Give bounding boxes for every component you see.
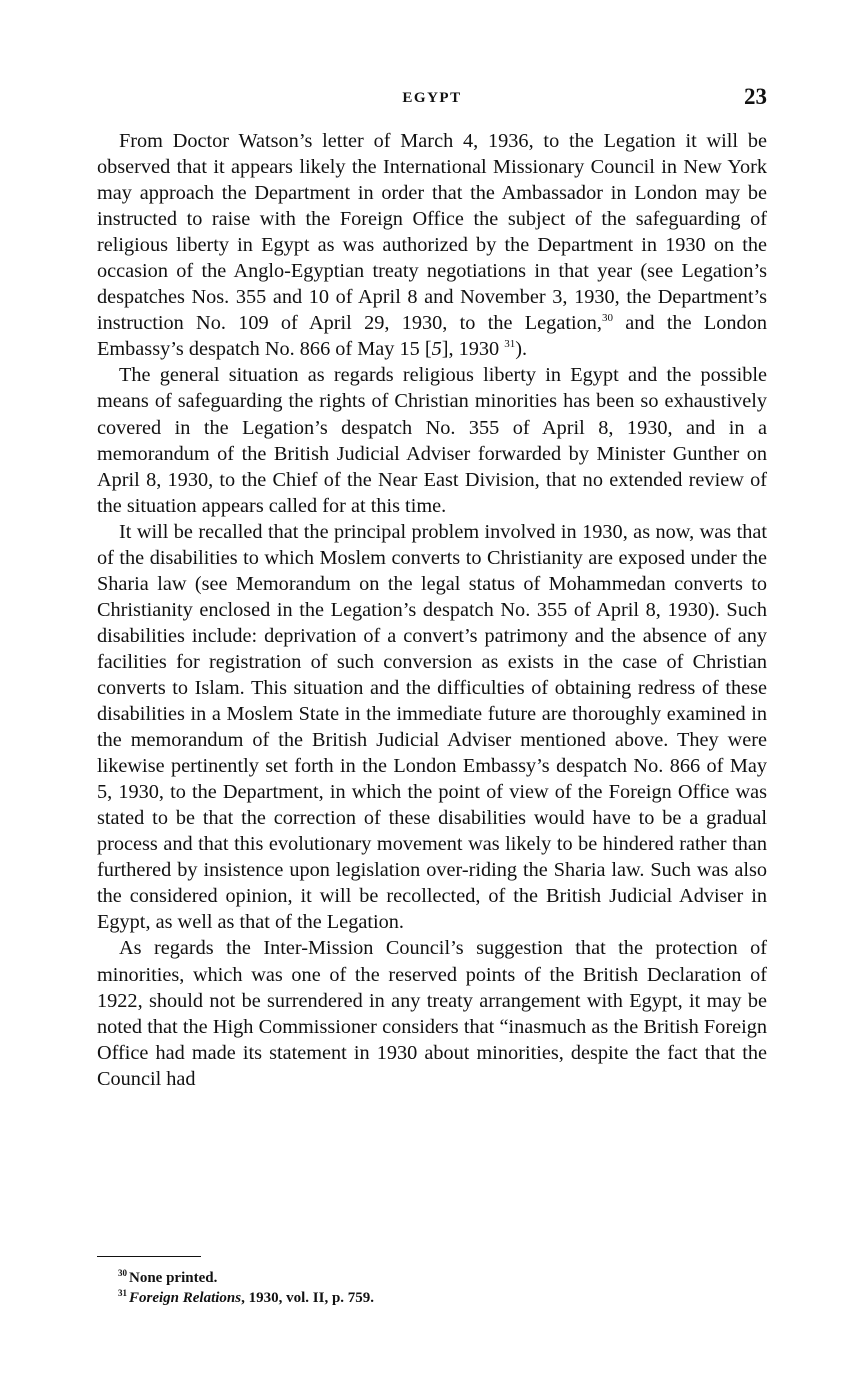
footnote-ref-31: 31	[504, 338, 516, 351]
paragraph-1-text-c: ], 1930	[441, 338, 500, 361]
page-number: 23	[744, 84, 767, 109]
footnote-30	[118, 1268, 758, 1288]
footnote-31	[118, 1288, 758, 1308]
page-header	[97, 86, 767, 116]
footnote-text: None printed.	[129, 1270, 218, 1286]
footnote-title: Foreign Relations	[129, 1290, 242, 1306]
paragraph-1-text-a: From Doctor Watson’s letter of March 4, 1936, to the Legation it will be observed that it appears likely the International Missionary Council in New York may approach the Department in order that the Ambassador in London may be instructed to raise with the Foreign Office the subject of the safeguarding of religious liberty in Egypt as was authorized by the Department in 1930 on the occasion of the Anglo-Egyptian treaty negotiations in that year (see Legation’s despatches Nos. 355 and 10 of April 8 and November 3, 1930, the Department’s instruction No. 109 of April 29, 1930, to the Legation,	[97, 130, 767, 335]
footnote-mark: 31	[118, 1288, 127, 1298]
paragraph-3: It will be recalled that the principal problem involved in 1930, as now, was that of the disabilities to which Moslem converts to Christianity are exposed under the Sharia law (see Memorandum on the legal status of Mohammedan converts to Christianity enclosed in the Legation’s despatch No. 355 of April 8, 1930). Such disabilities include: deprivation of a convert’s patrimony and the absence of any facilities for registration of such conversion as exists in the case of Christian converts to Islam. This situation and the difficulties of obtaining redress of these disabilities in a Moslem State in the immediate future are thoroughly examined in the memorandum of the British Judicial Adviser mentioned above. They were likewise pertinently set forth in the London Embassy’s despatch No. 866 of May 5, 1930, to the Department, in which the point of view of the Foreign Office was stated to be that the correction of these disabilities would have to be a gradual process and that this evolutionary movement was likely to be hindered rather than furthered by insistence upon legislation over-riding the Sharia law. Such was also the considered opinion, it will be recollected, of the British Judicial Adviser in Egypt, as well as that of the Legation.	[97, 520, 767, 934]
paragraph-1-bracket-italic: 5	[431, 338, 442, 361]
paragraph-1	[97, 128, 767, 362]
paragraph-1-text-d: ).	[515, 338, 528, 361]
paragraph-4: As regards the Inter-Mission Council’s suggestion that the protection of minorities, which was one of the reserved points of the British Declaration of 1922, should not be surrendered in any treaty arrangement with Egypt, it may be noted that the High Commissioner considers that “inasmuch as the British Foreign Office had made its statement in 1930 about minorities, despite the fact that the Council had	[97, 937, 767, 1090]
footnote-ref-30: 30	[601, 312, 613, 325]
footnotes	[118, 1268, 758, 1308]
paragraph-1-text-b: and the London Embassy’s despatch No. 866 of May 15 [	[97, 312, 767, 361]
running-head: EGYPT	[402, 90, 462, 106]
paragraph-2: The general situation as regards religious liberty in Egypt and the possible means of safeguarding the rights of Christian minorities has been so exhaustively covered in the Legation’s despatch No. 355 of April 8, 1930, and in a memorandum of the British Judicial Adviser forwarded by Minister Gunther on April 8, 1930, to the Chief of the Near East Division, that no extended review of the situation appears called for at this time.	[97, 364, 767, 517]
footnote-text: , 1930, vol. II, p. 759.	[241, 1290, 375, 1306]
body-text	[97, 128, 767, 1092]
footnote-rule	[97, 1256, 201, 1257]
footnote-mark: 30	[118, 1268, 127, 1278]
